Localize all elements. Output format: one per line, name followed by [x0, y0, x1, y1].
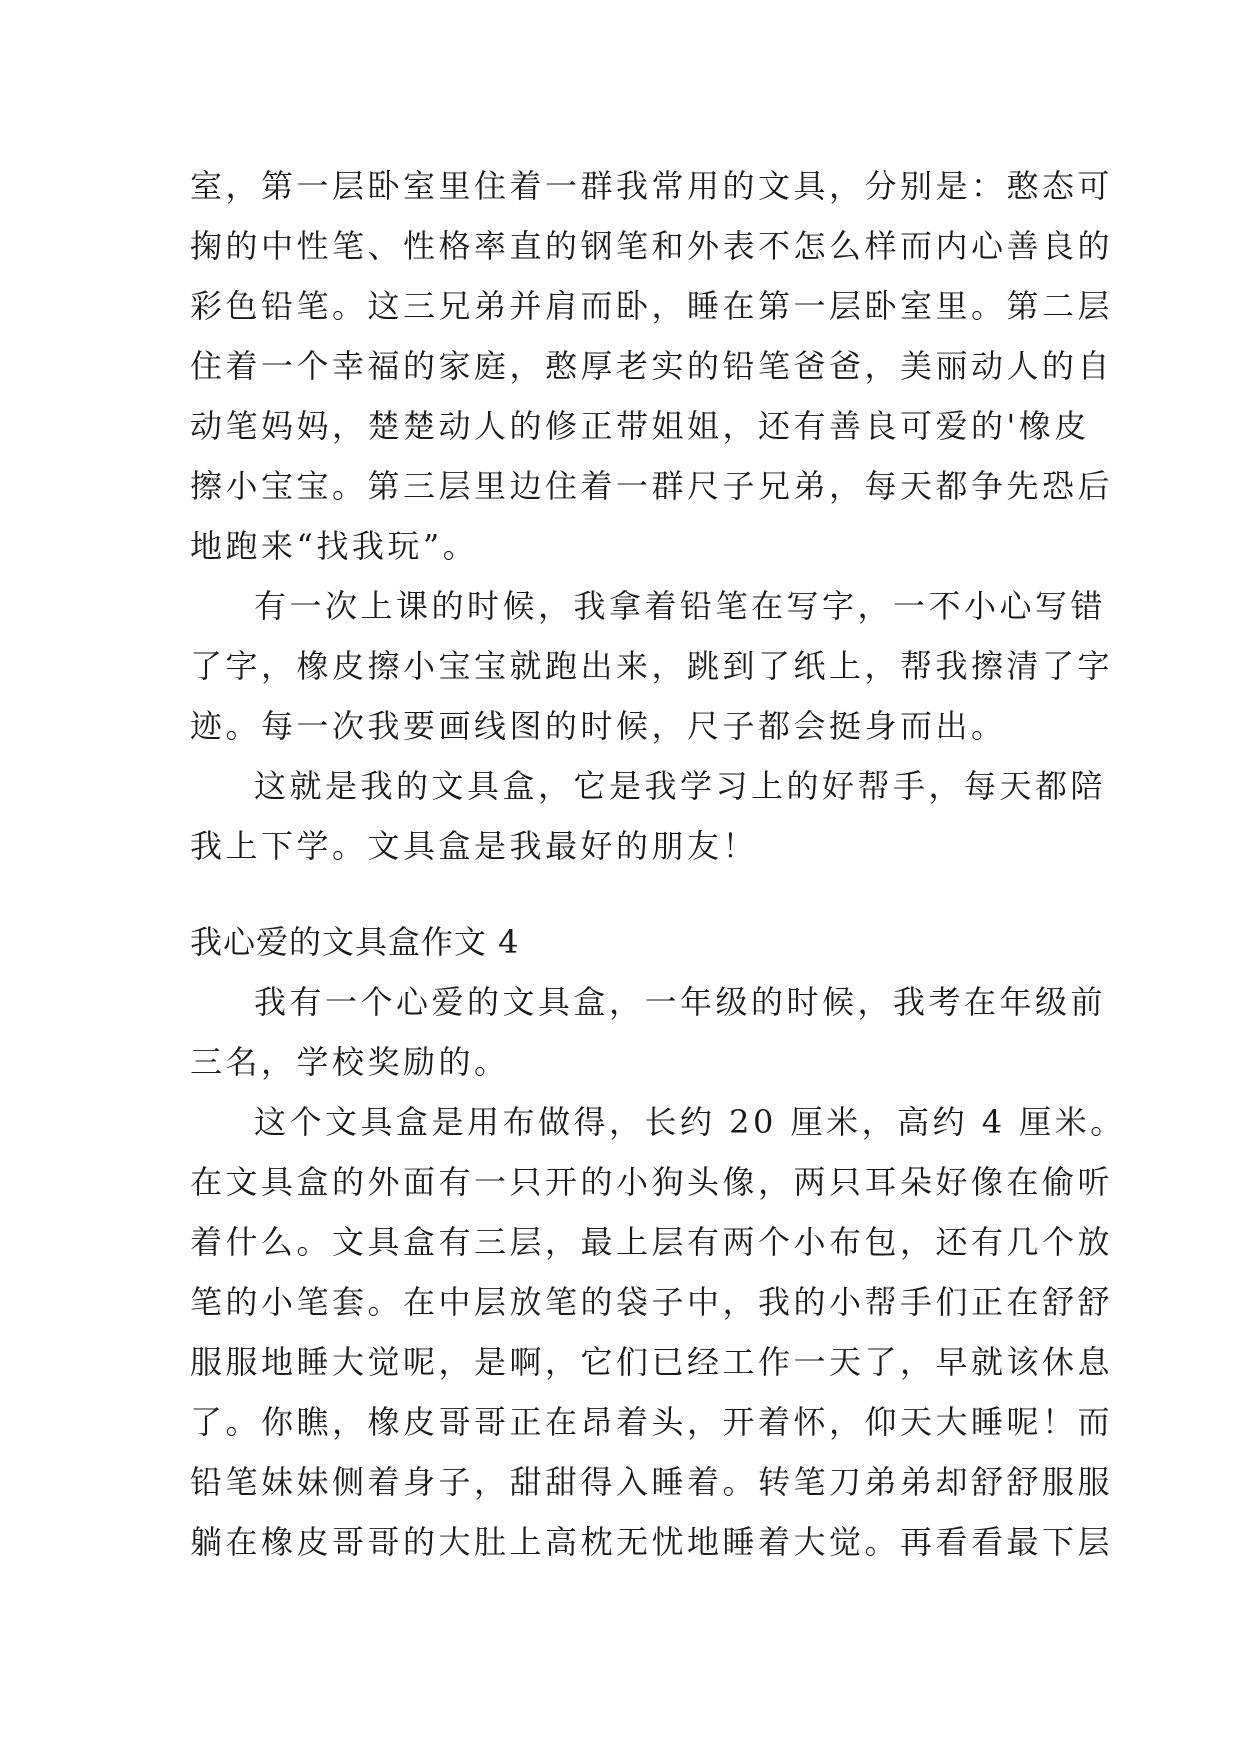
paragraph-line: 在文具盒的外面有一只开的小狗头像，两只耳朵好像在偷听: [190, 1163, 1114, 1201]
paragraph-line: 着什么。文具盒有三层，最上层有两个小布包，还有几个放: [190, 1223, 1114, 1261]
paragraph-line: 动笔妈妈，楚楚动人的修正带姐姐，还有善良可爱的'橡皮: [190, 407, 1090, 445]
paragraph-line: 了字，橡皮擦小宝宝就跑出来，跳到了纸上，帮我擦清了字: [190, 647, 1114, 685]
paragraph-line: 地跑来“找我玩”。: [190, 527, 479, 565]
paragraph-line: 铅笔妹妹侧着身子，甜甜得入睡着。转笔刀弟弟却舒舒服服: [190, 1463, 1114, 1501]
paragraph-line: 我上下学。文具盒是我最好的朋友！: [190, 827, 759, 865]
paragraph-line: 了。你瞧，橡皮哥哥正在昂着头，开着怀，仰天大睡呢！而: [190, 1403, 1114, 1441]
paragraph-line: 这就是我的文具盒，它是我学习上的好帮手，每天都陪: [254, 767, 1107, 805]
paragraph-line: 服服地睡大觉呢，是啊，它们已经工作一天了，早就该休息: [190, 1343, 1114, 1381]
paragraph-line: 室，第一层卧室里住着一群我常用的文具，分别是：憨态可: [190, 167, 1114, 205]
paragraph-line: 这个文具盒是用布做得，长约 20 厘米，高约 4 厘米。: [254, 1103, 1126, 1141]
paragraph-line: 躺在橡皮哥哥的大肚上高枕无忧地睡着大觉。再看看最下层: [190, 1523, 1114, 1561]
paragraph-line: 迹。每一次我要画线图的时候，尺子都会挺身而出。: [190, 707, 1007, 745]
section-title: 我心爱的文具盒作文 4: [190, 923, 520, 961]
paragraph-line: 我有一个心爱的文具盒，一年级的时候，我考在年级前: [254, 983, 1107, 1021]
paragraph-line: 三名，学校奖励的。: [190, 1043, 510, 1081]
paragraph-line: 彩色铅笔。这三兄弟并肩而卧，睡在第一层卧室里。第二层: [190, 287, 1114, 325]
paragraph-line: 笔的小笔套。在中层放笔的袋子中，我的小帮手们正在舒舒: [190, 1283, 1114, 1321]
paragraph-line: 掬的中性笔、性格率直的钢笔和外表不怎么样而内心善良的: [190, 227, 1114, 265]
paragraph-line: 住着一个幸福的家庭，憨厚老实的铅笔爸爸，美丽动人的自: [190, 347, 1114, 385]
paragraph-line: 擦小宝宝。第三层里边住着一群尺子兄弟，每天都争先恐后: [190, 467, 1114, 505]
paragraph-line: 有一次上课的时候，我拿着铅笔在写字，一不小心写错: [254, 587, 1107, 625]
